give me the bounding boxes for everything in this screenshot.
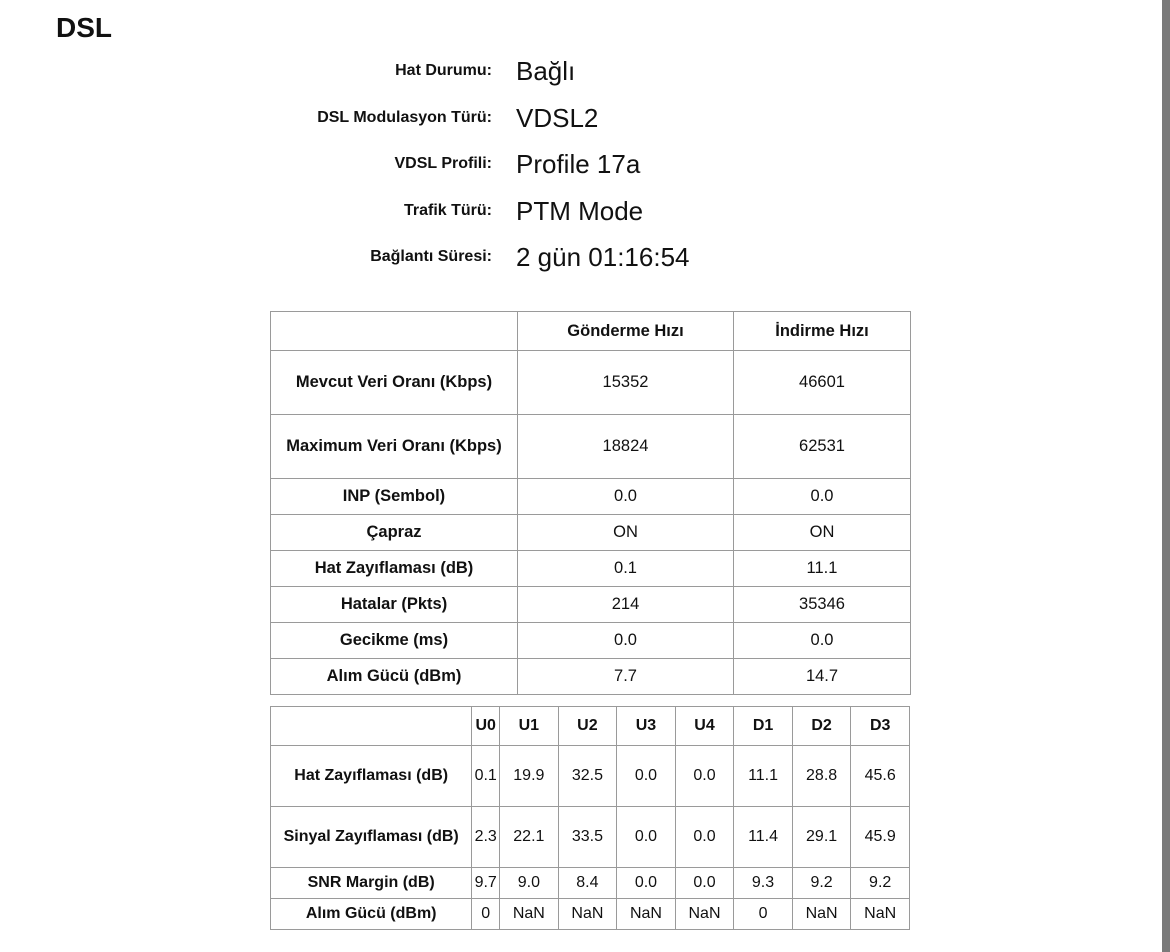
info-row-modulation <box>240 103 840 150</box>
band-header-d1: D1 <box>734 707 793 746</box>
row-label: Hatalar (Pkts) <box>271 587 518 623</box>
rate-header-blank <box>271 312 518 351</box>
info-row-profile <box>240 149 840 196</box>
profile-label: VDSL Profili: <box>394 155 492 172</box>
row-label: Mevcut Veri Oranı (Kbps) <box>271 351 518 415</box>
rate-header-download: İndirme Hızı <box>734 312 911 351</box>
download-cell: 14.7 <box>734 659 911 695</box>
table-row <box>271 899 910 930</box>
band-cell: 19.9 <box>500 746 559 807</box>
band-cell: 28.8 <box>792 746 851 807</box>
band-cell: 11.4 <box>734 807 793 868</box>
table-row <box>271 587 911 623</box>
band-cell: 0.0 <box>617 807 676 868</box>
band-cell: 0 <box>734 899 793 930</box>
band-header-u1: U1 <box>500 707 559 746</box>
vertical-scrollbar[interactable] <box>1162 0 1170 952</box>
band-header-u2: U2 <box>558 707 617 746</box>
traffic-label: Trafik Türü: <box>403 201 492 219</box>
band-table-header-row <box>271 707 910 746</box>
download-cell: ON <box>734 515 911 551</box>
band-header-d3: D3 <box>851 707 910 746</box>
band-cell: NaN <box>500 899 559 930</box>
download-cell: 46601 <box>734 351 911 415</box>
upload-cell: 0.1 <box>518 551 734 587</box>
row-label: Alım Gücü (dBm) <box>271 659 518 695</box>
modulation-value: VDSL2 <box>516 102 599 133</box>
band-cell: 0.0 <box>675 746 734 807</box>
band-cell: NaN <box>617 899 676 930</box>
band-table <box>270 706 910 930</box>
band-cell: 0.0 <box>617 746 676 807</box>
band-header-u3: U3 <box>617 707 676 746</box>
band-cell: 0 <box>472 899 500 930</box>
table-row <box>271 868 910 899</box>
table-row <box>271 415 911 479</box>
upload-cell: 0.0 <box>518 479 734 515</box>
upload-cell: 7.7 <box>518 659 734 695</box>
modulation-label: DSL Modulasyon Türü: <box>317 108 492 126</box>
band-cell: 11.1 <box>734 746 793 807</box>
traffic-value: PTM Mode <box>516 195 644 226</box>
profile-value: Profile 17a <box>516 149 641 179</box>
band-header-u0: U0 <box>472 707 500 746</box>
info-row-line-status <box>240 56 840 103</box>
band-cell: 9.0 <box>500 868 559 899</box>
download-cell: 11.1 <box>734 551 911 587</box>
band-cell: 9.2 <box>851 868 910 899</box>
download-cell: 0.0 <box>734 479 911 515</box>
row-label: Hat Zayıflaması (dB) <box>271 746 472 807</box>
upload-cell: 15352 <box>518 351 734 415</box>
table-row <box>271 659 911 695</box>
row-label: Çapraz <box>271 515 518 551</box>
band-cell: 9.7 <box>472 868 500 899</box>
table-row <box>271 551 911 587</box>
band-cell: 2.3 <box>472 807 500 868</box>
info-row-uptime <box>240 242 840 289</box>
band-cell: 22.1 <box>500 807 559 868</box>
rate-table <box>270 311 911 695</box>
band-cell: 45.9 <box>851 807 910 868</box>
upload-cell: 0.0 <box>518 623 734 659</box>
row-label: Alım Gücü (dBm) <box>271 899 472 930</box>
line-status-label: Hat Durumu: <box>395 62 492 79</box>
table-row <box>271 746 910 807</box>
table-row <box>271 515 911 551</box>
row-label: Maximum Veri Oranı (Kbps) <box>271 415 518 479</box>
band-header-u4: U4 <box>675 707 734 746</box>
band-cell: 8.4 <box>558 868 617 899</box>
rate-header-upload: Gönderme Hızı <box>518 312 734 351</box>
upload-cell: ON <box>518 515 734 551</box>
band-cell: 45.6 <box>851 746 910 807</box>
row-label: INP (Sembol) <box>271 479 518 515</box>
band-cell: NaN <box>558 899 617 930</box>
band-cell: 9.2 <box>792 868 851 899</box>
band-cell: 32.5 <box>558 746 617 807</box>
upload-cell: 214 <box>518 587 734 623</box>
uptime-value: 2 gün 01:16:54 <box>516 242 690 272</box>
table-row <box>271 623 911 659</box>
page-title: DSL <box>56 12 112 43</box>
table-row <box>271 479 911 515</box>
band-cell: NaN <box>675 899 734 930</box>
band-cell: 0.0 <box>675 868 734 899</box>
row-label: SNR Margin (dB) <box>271 868 472 899</box>
band-cell: 29.1 <box>792 807 851 868</box>
band-cell: NaN <box>851 899 910 930</box>
row-label: Hat Zayıflaması (dB) <box>271 551 518 587</box>
band-cell: NaN <box>792 899 851 930</box>
row-label: Sinyal Zayıflaması (dB) <box>271 807 472 868</box>
info-row-traffic <box>240 196 840 243</box>
band-cell: 9.3 <box>734 868 793 899</box>
band-cell: 0.0 <box>675 807 734 868</box>
rate-table-header-row <box>271 312 911 351</box>
download-cell: 0.0 <box>734 623 911 659</box>
upload-cell: 18824 <box>518 415 734 479</box>
band-header-d2: D2 <box>792 707 851 746</box>
line-status-list <box>240 56 840 289</box>
download-cell: 62531 <box>734 415 911 479</box>
band-cell: 0.0 <box>617 868 676 899</box>
row-label: Gecikme (ms) <box>271 623 518 659</box>
uptime-label: Bağlantı Süresi: <box>370 248 492 265</box>
band-cell: 0.1 <box>472 746 500 807</box>
table-row <box>271 351 911 415</box>
line-status-value: Bağlı <box>516 56 576 86</box>
download-cell: 35346 <box>734 587 911 623</box>
table-row <box>271 807 910 868</box>
band-header-blank <box>271 707 472 746</box>
band-cell: 33.5 <box>558 807 617 868</box>
